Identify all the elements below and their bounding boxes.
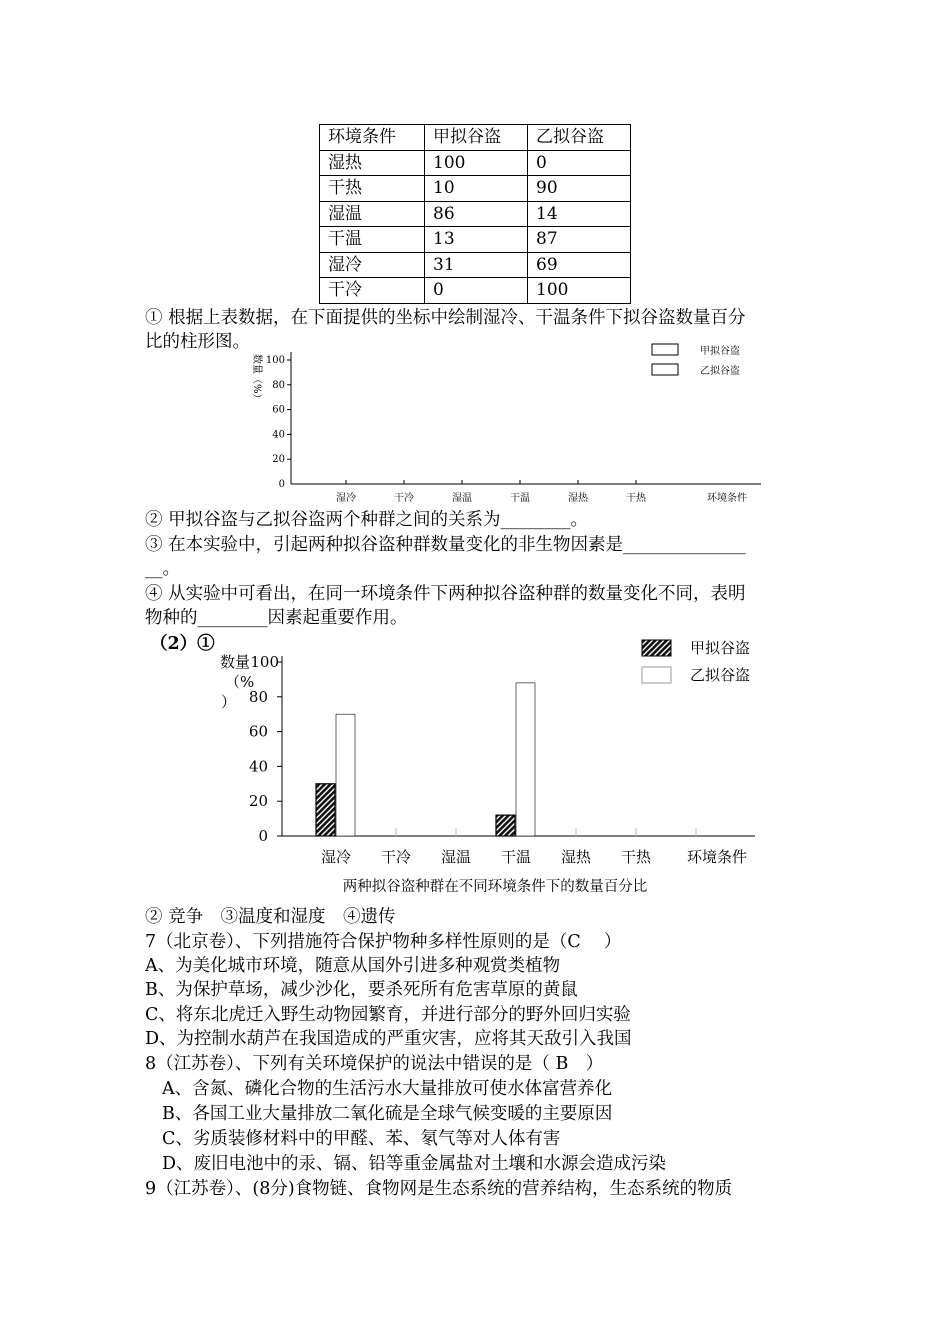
x-axis-label: 环境条件 bbox=[707, 493, 747, 504]
x-tick-label: 湿热 bbox=[560, 848, 592, 866]
y-tick-label: 0 bbox=[258, 827, 268, 845]
table-cell: 87 bbox=[528, 227, 631, 253]
table-cell: 0 bbox=[425, 278, 528, 304]
question-7-option-d: D、为控制水葫芦在我国造成的严重灾害，应将其天敌引入我国 bbox=[145, 1029, 632, 1049]
x-tick-label: 干温 bbox=[510, 493, 530, 504]
y-tick-label: 100 bbox=[265, 355, 285, 366]
y-tick-label: 80 bbox=[248, 687, 268, 706]
answer-bar-chart bbox=[215, 632, 775, 904]
table-cell: 90 bbox=[528, 176, 631, 202]
legend-label: 乙拟谷盗 bbox=[700, 366, 740, 377]
y-tick-label: 80 bbox=[272, 379, 285, 391]
y-tick-label: 20 bbox=[248, 792, 268, 811]
table-cell: 0 bbox=[528, 150, 631, 176]
table-cell: 干热 bbox=[320, 176, 425, 202]
y-tick-label: 60 bbox=[248, 722, 268, 741]
table-cell: 湿热 bbox=[320, 150, 425, 176]
question-4-text: ④ 从实验中可看出，在同一环境条件下两种拟谷盗种群的数量变化不同，表明 bbox=[145, 584, 746, 604]
table-cell: 10 bbox=[425, 176, 528, 202]
question-9-stem: 9（江苏卷）、(8分)食物链、食物网是生态系统的营养结构，生态系统的物质 bbox=[145, 1179, 733, 1199]
x-tick-label: 湿温 bbox=[452, 493, 472, 504]
question-8-option-a: A、含氮、磷化合物的生活污水大量排放可使水体富营养化 bbox=[162, 1079, 613, 1099]
bar-jia bbox=[496, 815, 515, 836]
x-tick-label: 湿冷 bbox=[336, 493, 356, 504]
table-row bbox=[320, 201, 631, 227]
bar-jia bbox=[316, 784, 335, 836]
x-tick-label: 湿温 bbox=[440, 848, 472, 866]
answers-text: ② 竞争 ③温度和湿度 ④遗传 bbox=[145, 907, 396, 927]
question-3-text: ③ 在本实验中，引起两种拟谷盗种群数量变化的非生物因素是______________ bbox=[145, 535, 746, 555]
y-axis-label-part: （% bbox=[225, 673, 255, 691]
table-header-row bbox=[320, 125, 631, 151]
question-7-option-c: C、将东北虎迁入野生动物园繁育，并进行部分的野外回归实验 bbox=[145, 1005, 631, 1025]
x-tick-label: 干热 bbox=[626, 493, 646, 504]
table-cell: 69 bbox=[528, 252, 631, 278]
question-7-option-a: A、为美化城市环境，随意从国外引进多种观赏类植物 bbox=[145, 956, 561, 976]
question-8-option-c: C、劣质装修材料中的甲醛、苯、氡气等对人体有害 bbox=[162, 1129, 561, 1149]
legend-swatch bbox=[642, 640, 671, 656]
question-4-text-cont: 物种的________因素起重要作用。 bbox=[145, 608, 408, 628]
y-axis-label: 数量 bbox=[220, 653, 251, 671]
question-1-text: ① 根据上表数据，在下面提供的坐标中绘制湿冷、干温条件下拟谷盗数量百分 bbox=[145, 308, 746, 328]
legend-swatch bbox=[652, 344, 678, 355]
y-tick-label: 20 bbox=[272, 454, 285, 466]
environment-table bbox=[319, 124, 631, 304]
y-tick-label: 60 bbox=[272, 404, 285, 416]
y-tick-label: 40 bbox=[248, 757, 268, 776]
table-cell: 14 bbox=[528, 201, 631, 227]
table-cell: 31 bbox=[425, 252, 528, 278]
table-cell: 13 bbox=[425, 227, 528, 253]
table-header-cell: 甲拟谷盗 bbox=[425, 125, 528, 151]
table-row bbox=[320, 252, 631, 278]
x-tick-label: 干冷 bbox=[394, 493, 414, 504]
table-row bbox=[320, 278, 631, 304]
x-axis-label: 环境条件 bbox=[686, 848, 747, 866]
table-cell: 100 bbox=[528, 278, 631, 304]
legend-label: 甲拟谷盗 bbox=[690, 639, 751, 657]
table-cell: 湿冷 bbox=[320, 252, 425, 278]
legend-label: 乙拟谷盗 bbox=[690, 666, 751, 684]
legend-label: 甲拟谷盗 bbox=[700, 346, 740, 357]
table-cell: 100 bbox=[425, 150, 528, 176]
y-tick-label: 40 bbox=[272, 429, 285, 441]
chart-title: 两种拟谷盗种群在不同环境条件下的数量百分比 bbox=[342, 879, 648, 895]
question-2-text: ② 甲拟谷盗与乙拟谷盗两个种群之间的关系为________。 bbox=[145, 510, 589, 530]
question-3-text-cont: __。 bbox=[145, 559, 180, 579]
question-8-option-b: B、各国工业大量排放二氧化硫是全球气候变暖的主要原因 bbox=[162, 1104, 613, 1124]
blank-chart bbox=[240, 336, 780, 508]
table-row bbox=[320, 150, 631, 176]
table-cell: 干温 bbox=[320, 227, 425, 253]
question-7-stem: 7（北京卷）、下列措施符合保护物种多样性原则的是（C ） bbox=[145, 932, 622, 952]
x-tick-label: 干冷 bbox=[380, 848, 412, 866]
table-cell: 86 bbox=[425, 201, 528, 227]
table-row bbox=[320, 227, 631, 253]
table-header-cell: 乙拟谷盗 bbox=[528, 125, 631, 151]
table-header-cell: 环境条件 bbox=[320, 125, 425, 151]
y-tick-label: 0 bbox=[278, 479, 285, 490]
question-8-option-d: D、废旧电池中的汞、镉、铅等重金属盐对土壤和水源会造成污染 bbox=[162, 1154, 667, 1174]
bar-yi bbox=[336, 714, 355, 836]
table-row bbox=[320, 176, 631, 202]
table-cell: 干冷 bbox=[320, 278, 425, 304]
x-tick-label: 干热 bbox=[620, 848, 652, 866]
x-tick-label: 湿热 bbox=[568, 493, 588, 504]
y-axis-label-part: ） bbox=[221, 693, 237, 711]
y-tick-label: 100 bbox=[250, 653, 279, 671]
legend-swatch bbox=[642, 667, 671, 683]
bar-yi bbox=[516, 683, 535, 836]
question-8-stem: 8（江苏卷）、下列有关环境保护的说法中错误的是（ B ） bbox=[145, 1054, 604, 1074]
question-1-text-cont: 比的柱形图。 bbox=[145, 332, 250, 352]
legend-swatch bbox=[652, 364, 678, 375]
y-axis-label: 数量（%） bbox=[251, 354, 262, 404]
x-tick-label: 湿冷 bbox=[320, 848, 352, 866]
table-cell: 湿温 bbox=[320, 201, 425, 227]
answer-label: （2）① bbox=[150, 634, 215, 654]
x-tick-label: 干温 bbox=[500, 848, 532, 866]
question-7-option-b: B、为保护草场，减少沙化，要杀死所有危害草原的黄鼠 bbox=[145, 980, 578, 1000]
